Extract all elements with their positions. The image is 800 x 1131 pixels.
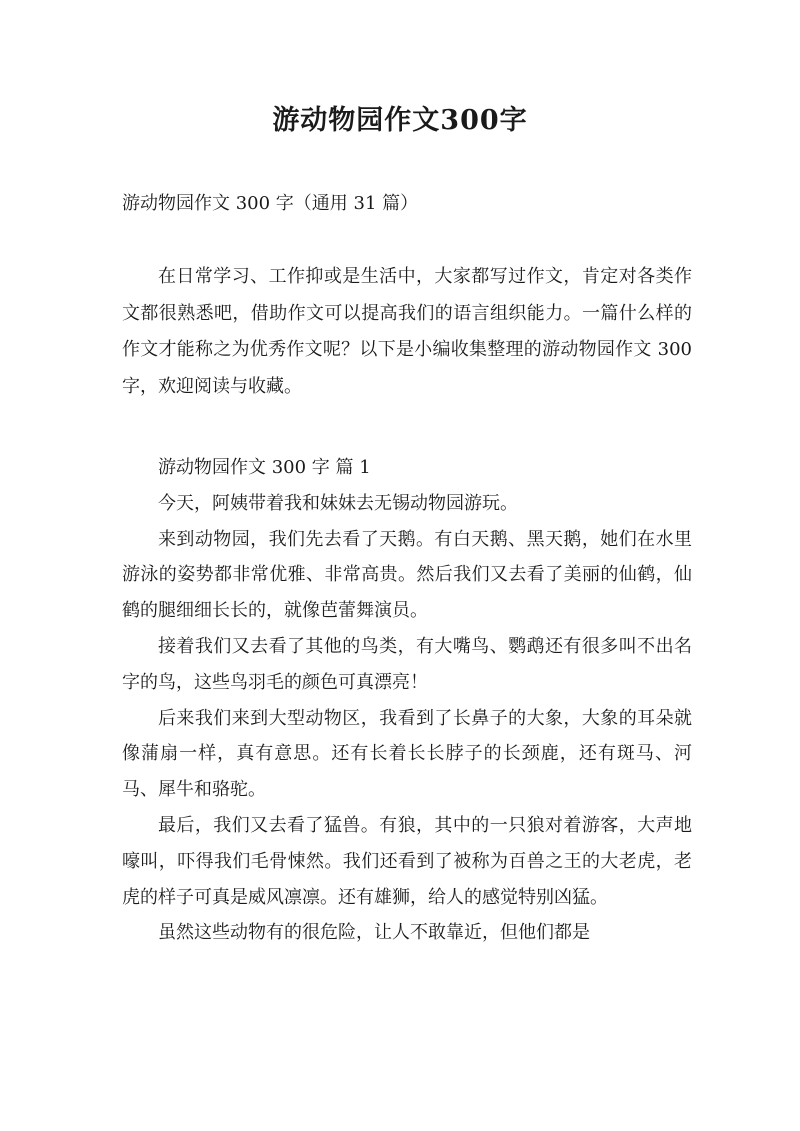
article-paragraph: 今天，阿姨带着我和妹妹去无锡动物园游玩。: [158, 492, 518, 514]
document-title: 游动物园作文300字: [272, 105, 528, 136]
article-paragraph: 来到动物园，我们先去看了天鹅。有白天鹅、黑天鹅，她们在水里游泳的姿势都非常优雅、非常高贵。然后我们又去看了美丽的仙鹤，仙鹤的腿细细长长的，就像芭蕾舞演员。: [122, 528, 692, 622]
article-section: [122, 450, 692, 951]
article-heading: 游动物园作文 300 字 篇 1: [158, 457, 371, 478]
article-paragraph: 接着我们又去看了其他的鸟类，有大嘴鸟、鹦鹉还有很多叫不出名字的鸟，这些鸟羽毛的颜色可真漂亮！: [122, 635, 692, 693]
article-paragraph: 最后，我们又去看了猛兽。有狼，其中的一只狼对着游客，大声地嚎叫，吓得我们毛骨悚然。我们还看到了被称为百兽之王的大老虎，老虎的样子可真是威风凛凛。还有雄狮，给人的感觉特别凶猛。: [122, 814, 692, 908]
intro-paragraph: 在日常学习、工作抑或是生活中，大家都写过作文，肯定对各类作文都很熟悉吧，借助作文可以提高我们的语言组织能力。一篇什么样的作文才能称之为优秀作文呢？以下是小编收集整理的游动物园作文 300 字，欢迎阅读与收藏。: [122, 266, 692, 397]
document-subtitle: 游动物园作文 300 字（通用 31 篇）: [122, 193, 419, 214]
article-paragraph: 后来我们来到大型动物区，我看到了长鼻子的大象，大象的耳朵就像蒲扇一样，真有意思。还有长着长长脖子的长颈鹿，还有斑马、河马、犀牛和骆驼。: [122, 707, 692, 801]
article-paragraph: 虽然这些动物有的很危险，让人不敢靠近，但他们都是: [158, 922, 590, 944]
